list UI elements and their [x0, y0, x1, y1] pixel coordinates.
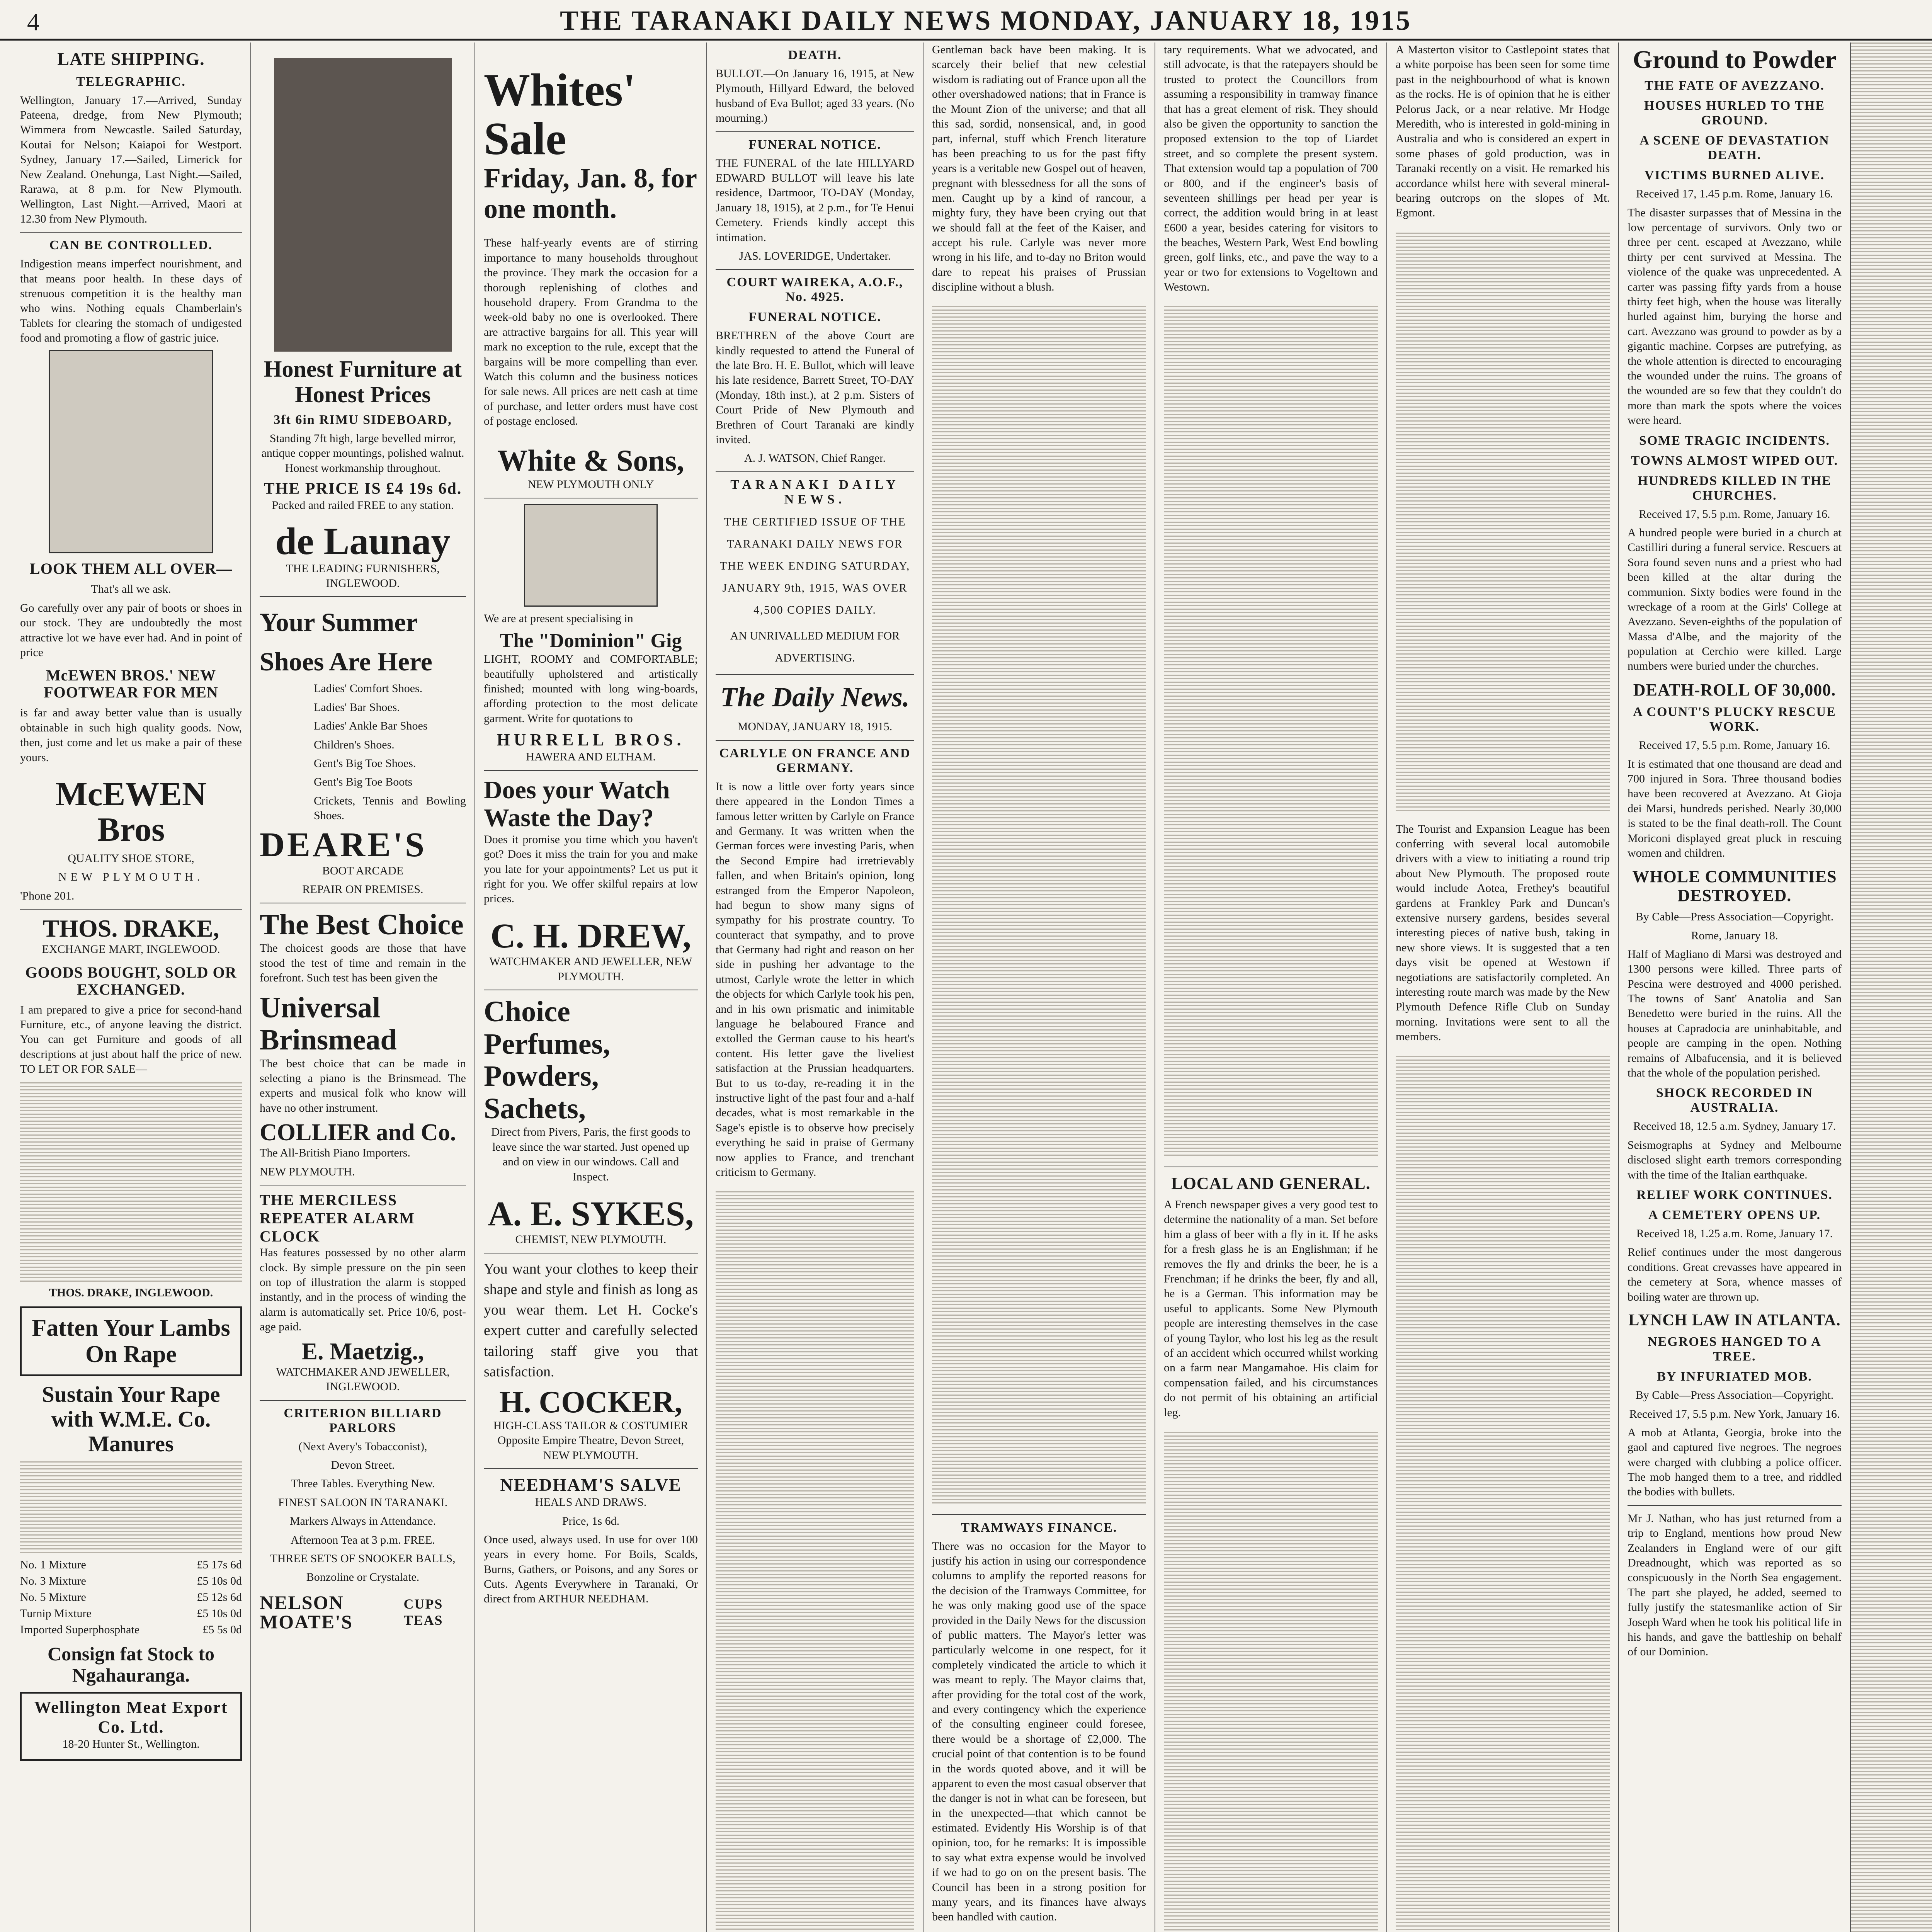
criterion-line: FINEST SALOON IN TARANAKI. [278, 1496, 448, 1509]
shock-text: Seismographs at Sydney and Melbourne disclosed slight earth tremors corresponding with the time of the Italian earthquake. [1628, 1138, 1842, 1181]
gig-heading: The "Dominion" Gig [500, 630, 682, 652]
column-1 [12, 43, 251, 1932]
column-5 [923, 43, 1155, 1932]
sykes-name: A. E. SYKES, [488, 1194, 694, 1233]
maetzig-name: E. Maetzig., [301, 1338, 424, 1365]
deares-sub: BOOT ARCADE [322, 864, 404, 877]
criterion-line: THREE SETS OF SNOOKER BALLS, [270, 1552, 456, 1565]
shoe-item: Children's Shoes. [314, 738, 395, 751]
mcewen-phone: 'Phone 201. [20, 889, 75, 902]
carlyle-continued-text: Gentleman back have been making. It is scarcely their belief that new celestial wisdom is radiating out of France upon all the other overshadowed nations; that in France is the Mount Zion of the universe; and that all this sad, sordid, nonsensical, and, in good part, infernal, stuff which French literature has been preaching to us for the past fifty years is a veritable new Gospel out of heaven, pregnant with blessedness for all the sons of men. Caught up by a kind of rancour, a mighty fury, they have been crying out that we should fall at the feet of the Kaiser, and accept his rule. Carlyle was never more wrong in his life, and to-day no Briton would dare to repeat his praises of Prussian discipline without a blush. [932, 43, 1146, 294]
perfumes-heading: Choice Perfumes, Powders, Sachets, [484, 995, 611, 1125]
late-shipping-heading: LATE SHIPPING. [57, 49, 205, 69]
needham-text: Once used, always used. In use for over 100 years in every home. For Boils, Scalds, Burns, Gathers, or Poisons, and any Sores or Cuts. Agents Everywhere in Taranaki, Or direct from ARTHUR NEEDHAM. [484, 1533, 698, 1605]
cemetery-text: Relief continues under the most dangerous conditions. Great crevasses have appeared in the cemetery at Sora, whence masses of boiling water are thrown up. [1628, 1246, 1842, 1303]
devastation-heading: A SCENE OF DEVASTATION DEATH. [1639, 133, 1830, 163]
death-text: BULLOT.—On January 16, 1915, at New Plymouth, Hillyard Edward, the beloved husband of Eva Bullot; aged 33 years. (No mourning.) [716, 67, 914, 125]
page-edge [1851, 43, 1932, 1932]
brinsmead-text: The best choice that can be made in selecting a piano is the Brinsmead. The experts and musical folk who know will have no other instrument. [260, 1057, 466, 1114]
price-row: No. 3 Mixture £5 10s 0d [20, 1574, 242, 1587]
tragic-heading: SOME TRAGIC INCIDENTS. [1639, 433, 1830, 448]
whites-sale-heading: Whites' Sale [484, 64, 636, 164]
press-credit: By Cable—Press Association—Copyright. [1635, 910, 1834, 923]
cert-heading: TARANAKI DAILY NEWS. [730, 477, 900, 507]
masthead-title: THE TARANAKI DAILY NEWS MONDAY, JANUARY 18, 1915 [560, 5, 1412, 36]
criterion-heading: CRITERION BILLIARD PARLORS [284, 1406, 442, 1435]
deares-sub-2: REPAIR ON PREMISES. [302, 883, 423, 896]
divider [484, 770, 698, 771]
columns [12, 43, 1932, 1932]
whites-sale-text: These half-yearly events are of stirring importance to many households throughout the province. They mark the occasion for a thorough replenishing of clothes and household drapery. From Grandma to the week-old baby no one is overlooked. There are attractive bargains for all. This year will mark no exception to the rule, except that the bargains will be more compelling than ever. Watch this column and the business notices for sale news. All prices are nett cash at time of purchase, and letter orders must have cost of postage enclosed. [484, 236, 698, 428]
victims-heading: VICTIMS BURNED ALIVE. [1644, 168, 1825, 183]
masthead [0, 0, 1932, 41]
telegraphic-heading: TELEGRAPHIC. [76, 74, 186, 89]
sykes-sub: CHEMIST, NEW PLYMOUTH. [515, 1233, 667, 1246]
price-row: Turnip Mixture £5 10s 0d [20, 1607, 242, 1620]
tramways-continued-text: tary requirements. What we advocated, and still advocate, is that the ratepayers should be trusted to protect the Councillors from assuming a responsibility in tramway finance that has a great element of risk. They should also be given the opportunity to sanction the proposed extension to the top of Liardet street, and so complete the present system. That extension would tap a population of 700 or 800, and if the engineer's basis of seventeen shillings per head per year is correct, the addition would bring in at least £600 a year, besides catering for visitors to the beaches, Western Park, West End bowling green, golf links, etc., and pave the way to a year or two for extensions to Vogeltown and Westown. [1164, 43, 1378, 294]
editorial-continued [932, 306, 1146, 1503]
gig-intro: We are at present specialising in [484, 612, 633, 625]
divider [716, 674, 914, 675]
avezzano-text: The disaster surpasses that of Messina in the low percentage of survivors. Only two or three per cent. escaped at Avezzano, while thirty per cent survived at Messina. The violence of the quake was unprecedented. A carter was passing fifty yards from a house thirty feet high, when the house was literally hurled against him, burying the horse and cart. Avezzano was ground to powder as by a gigantic machine. Corpses are putrefying, as the whole attention is directed to encouraging the wounded under the ruins. The groans of the wounded are so few that they couldn't do more than mark the spots where the voices were heard. [1628, 206, 1842, 427]
criterion-line: (Next Avery's Tobacconist), [298, 1440, 427, 1453]
price-row: No. 1 Mixture £5 17s 6d [20, 1558, 242, 1571]
cert-text: THE CERTIFIED ISSUE OF THE TARANAKI DAILY NEWS FOR THE WEEK ENDING SATURDAY, JANUARY 9th, 1915, WAS OVER 4,500 COPIES DAILY. [719, 515, 910, 616]
mcewen-footwear-heading: McEWEN BROS.' NEW FOOTWEAR FOR MEN [44, 667, 218, 701]
churches-text: A hundred people were buried in a church at Castilliri during a funeral service. Rescuers at Sora found seven nuns and a priest who had been killed at the altar during the communion. Sixty bodies were found in the wreckage of a room at the Girls' College at Avezzano. Seven-eighths of the population of Massa d'Albe, and the majority of the population at Cerchio were killed. Large numbers were buried under the churches. [1628, 526, 1842, 673]
de-launay-logo: de Launay [275, 519, 451, 563]
best-choice-text: The choicest goods are those that have stood the test of time and remain in the forefront. Such test has been given the [260, 942, 466, 985]
nelson-sub: CUPS TEAS [403, 1596, 443, 1628]
court-text: BRETHREN of the above Court are kindly requested to attend the Funeral of the late Bro. H. E. Bullot, which will leave his late residence, Barrett Street, TO-DAY (Monday, 18th inst.), at 2 p.m. Sisters of Court Pride of New Plymouth and Brethren of Court Taranaki are kindly invited. [716, 329, 914, 446]
nelson-name: NELSON MOATE'S [260, 1591, 353, 1633]
sideboard-price: THE PRICE IS £4 19s 6d. [264, 480, 462, 498]
divider [716, 269, 914, 270]
de-launay-sub: THE LEADING FURNISHERS, INGLEWOOD. [286, 562, 440, 590]
meat-export-name: Wellington Meat Export Co. Ltd. [34, 1697, 228, 1736]
drake-heading: GOODS BOUGHT, SOLD OR EXCHANGED. [25, 963, 237, 998]
divider [716, 131, 914, 132]
maetzig-sub: WATCHMAKER AND JEWELLER, INGLEWOOD. [276, 1365, 450, 1393]
divider [20, 232, 242, 233]
nelson-ad [260, 1593, 466, 1631]
houses-heading: HOUSES HURLED TO THE GROUND. [1644, 99, 1825, 128]
divider [260, 1400, 466, 1401]
carlyle-continued [716, 1190, 914, 1932]
funeral-sig: JAS. LOVERIDGE, Undertaker. [739, 249, 891, 262]
column-7 [1387, 43, 1619, 1932]
column-2 [251, 43, 475, 1932]
plucky-heading: A COUNT'S PLUCKY RESCUE WORK. [1633, 705, 1836, 734]
merciless-text: Has features possessed by no other alarm clock. By simple pressure on the pin seen on top of illustration the alarm is stopped instantly, and in the process of winding the alarm is automatically set. Price 10/6, post-age paid. [260, 1246, 466, 1333]
mcewen-town: NEW PLYMOUTH. [58, 871, 204, 884]
perfumes-text: Direct from Pivers, Paris, the first goods to leave since the war started. Just opened up and on view in our windows. Call and Inspect. [491, 1126, 690, 1183]
carlyle-heading: CARLYLE ON FRANCE AND GERMANY. [719, 746, 911, 775]
price-row: Imported Superphosphate £5 5s 0d [20, 1623, 242, 1636]
whites-town: NEW PLYMOUTH ONLY [527, 478, 654, 491]
chamberlain-ad-text: Indigestion means imperfect nourishment, and that means poor health. In these days of strenuous competition it is the healthy man who wins. Nothing equals Chamberlain's Tablets for clearing the stomach of undigested food and promoting a flow of gastric juice. [20, 257, 242, 345]
gig-illustration [524, 504, 658, 607]
shoe-item: Ladies' Ankle Bar Shoes [314, 719, 428, 733]
best-choice-heading: The Best Choice [260, 908, 464, 941]
shoe-item: Crickets, Tennis and Bowling Shoes. [314, 794, 466, 822]
criterion-line: Three Tables. Everything New. [291, 1477, 435, 1490]
sideboard-price-sub: Packed and railed FREE to any station. [272, 499, 454, 512]
shoe-list [260, 681, 466, 823]
column-8 [1619, 43, 1851, 1932]
needham-heading: NEEDHAM'S SALVE [500, 1475, 682, 1495]
column-3 [475, 43, 707, 1932]
criterion-line: Bonzoline or Crystalate. [306, 1571, 420, 1584]
meat-export-ad [20, 1692, 242, 1761]
deares-logo: DEARE'S [260, 826, 427, 864]
gig-text: LIGHT, ROOMY and COMFORTABLE; beautifully upholstered and artistically finished; mounted with long wing-boards, affording protection to the most delicate garment. Write for quotations to [484, 653, 698, 725]
dateline: Received 17, 5.5 p.m. Rome, January 16. [1639, 739, 1830, 752]
controlled-heading: CAN BE CONTROLLED. [49, 238, 213, 253]
criterion-line: Devon Street. [331, 1458, 395, 1471]
tramways-text: There was no occasion for the Mayor to justify his action in using our correspondence columns to amplify the reported reasons for the decision of the Tramways Committee, for he was only making good use of the space provided in the Daily News for the discussion of public matters. The Mayor's letter was particularly welcome in one respect, for it completely vindicated the article to which it was meant to reply. The Mayor claims that, after providing for the total cost of the work, and every contingency which the experience of the consulting engineer could foresee, there would be a shortage of £2,000. The crucial point of that contention is to be found in the words quoted above, and it will be apparent to even the most casual observer that the danger is not in what can be foreseen, but in the unexpected—that which cannot be estimated. Evidently His Worship is of that opinion, too, for he remarks: It is impossible to say what extra expense would be involved if we had to go on on the present basis. The Council has been in a strong position for many years, and its finances have always been handled with caution. [932, 1539, 1146, 1923]
dateline: Received 17, 5.5 p.m. New York, January 16. [1629, 1407, 1840, 1420]
court-sub: FUNERAL NOTICE. [748, 310, 881, 325]
lynch-heading: LYNCH LAW IN ATLANTA. [1628, 1311, 1841, 1329]
hundreds-heading: HUNDREDS KILLED IN THE CHURCHES. [1638, 473, 1832, 503]
dateline: Rome, January 18. [1691, 929, 1778, 942]
look-text-2: is far and away better value than is usually obtainable in such high quality goods. Now, then, just come and let us make a pair of these yours. [20, 706, 242, 764]
whites-sig: White & Sons, [497, 444, 684, 478]
drake-list-text [20, 1081, 242, 1282]
cocker-sub: HIGH-CLASS TAILOR & COSTUMIER Opposite Empire Theatre, Devon Street, NEW PLYMOUTH. [493, 1419, 689, 1462]
nathan-text: Mr J. Nathan, who has just returned from a trip to England, mentions how proud New Zealanders in England were of our gift Dreadnought, which was reported as so conspicuously in the North Sea engagement. The part she played, he added, seemed to fully justify the statesmanlike action of Sir Joseph Ward when he took his political life in his hands, and gave the battleship on behalf of our Dominion. [1628, 1512, 1842, 1658]
avezzano-heading: THE FATE OF AVEZZANO. [1645, 78, 1825, 93]
drake-sign: THOS. DRAKE, INGLEWOOD. [49, 1286, 213, 1299]
dateline: Received 17, 1.45 p.m. Rome, January 16. [1636, 187, 1833, 201]
daily-news-nameplate: The Daily News. [720, 681, 910, 713]
tourist-league-text: The Tourist and Expansion League has been conferring with several local automobile drivers with a view to initiating a round trip about New Plymouth. The proposed route would include Aotea, Frethey's beautiful gardens at Frankley Park and Duncan's extensive nursery gardens, besides several interesting pieces of native bush, taking in new shore views. It is suggested that a ten days visit be opened at Westown if negotiations are satisfactorily completed. An interesting route march was made by the New Plymouth Defence Rifle Club on Sunday morning. Invitations were sent to all the members. [1396, 822, 1610, 1043]
dateline: Received 18, 12.5 a.m. Sydney, January 17. [1633, 1120, 1836, 1133]
sideboard-heading: 3ft 6in RIMU SIDEBOARD, [274, 413, 452, 427]
local-general-body [1164, 1431, 1378, 1932]
towns-heading: TOWNS ALMOST WIPED OUT. [1631, 453, 1838, 468]
divider [716, 740, 914, 741]
manure-text [20, 1460, 242, 1553]
hurrell-sub: HAWERA AND ELTHAM. [526, 750, 656, 764]
cert-tagline: AN UNRIVALLED MEDIUM FOR ADVERTISING. [730, 629, 900, 664]
divider [260, 596, 466, 597]
sideboard-illustration [274, 58, 452, 352]
funeral-heading: FUNERAL NOTICE. [748, 137, 881, 152]
court-heading: COURT WAIREKA, A.O.F., No. 4925. [726, 275, 903, 304]
tramways-body [1164, 306, 1378, 1156]
tramways-heading: TRAMWAYS FINANCE. [961, 1520, 1117, 1535]
divider [20, 909, 242, 910]
whole-communities-text: Half of Magliano di Marsi was destroyed and 1300 persons were killed. Three parts of Pescina were destroyed and 4000 perished. The towns of Sant' Anatolia and San Benedetto were buried in the ruins. All the houses at Capradocia are uninhabitable, and people are camping in the open. Nothing remains of Albafucensia, and it is believed that the whole of the population perished. [1628, 947, 1842, 1080]
divider [484, 1468, 698, 1469]
drake-sub: EXCHANGE MART, INGLEWOOD. [42, 943, 220, 956]
needham-price: Price, 1s 6d. [562, 1514, 620, 1527]
hurrell-name: HURRELL BROS. [497, 730, 685, 750]
cocker-text: You want your clothes to keep their shape and style and finish as long as you wear them. Let H. Cocke's expert cutter and carefully selected tailoring staff give you that satisfaction. [484, 1260, 698, 1380]
dateline: Received 18, 1.25 a.m. Rome, January 17. [1636, 1227, 1833, 1240]
local-items-body-2 [1396, 1055, 1610, 1932]
look-text: Go carefully over any pair of boots or shoes in our stock. They are undoubtedly the most attractive lot we have ever had. And in point of price [20, 601, 242, 659]
negroes-heading: NEGROES HANGED TO A TREE. [1648, 1335, 1821, 1364]
collier-sub: The All-British Piano Importers. [260, 1146, 410, 1160]
summer-shoes-heading: Your Summer Shoes Are Here [260, 607, 432, 677]
local-items-body [1396, 231, 1610, 811]
sideboard-text: Standing 7ft high, large bevelled mirror, antique copper mountings, polished walnut. Honest workmanship throughout. [261, 432, 464, 474]
criterion-line: Markers Always in Attendance. [289, 1515, 436, 1528]
honest-heading: Honest Furniture at Honest Prices [264, 356, 462, 407]
death-heading: DEATH. [788, 48, 842, 62]
criterion-line: Afternoon Tea at 3 p.m. FREE. [291, 1533, 435, 1546]
look-them-over-heading: LOOK THEM ALL OVER— [30, 560, 232, 578]
lynch-text: A mob at Atlanta, Georgia, broke into the gaol and captured five negroes. The negroes were charged with clubbing a police officer. The mob hanged them to a tree, and riddled the bodies with bullets. [1628, 1426, 1842, 1498]
meat-export-address: 18-20 Hunter St., Wellington. [62, 1737, 200, 1750]
fatten-heading: Fatten Your Lambs On Rape [32, 1315, 230, 1368]
shoe-item: Gent's Big Toe Boots [314, 776, 413, 789]
mob-heading: BY INFURIATED MOB. [1657, 1369, 1812, 1384]
divider [716, 471, 914, 472]
brinsmead-heading: Universal Brinsmead [260, 991, 397, 1056]
mcewen-sub: QUALITY SHOE STORE, [68, 852, 194, 865]
collier-name: COLLIER and Co. [260, 1119, 456, 1146]
column-6 [1155, 43, 1387, 1932]
boot-illustration [49, 350, 213, 553]
page-number: 4 [27, 8, 39, 36]
watch-heading: Does your Watch Waste the Day? [484, 776, 670, 832]
merciless-heading: THE MERCILESS REPEATER ALARM CLOCK [260, 1191, 415, 1245]
shock-heading: SHOCK RECORDED IN AUSTRALIA. [1656, 1086, 1813, 1115]
dateline: Received 17, 5.5 p.m. Rome, January 16. [1639, 507, 1830, 520]
drake-text: I am prepared to give a price for second-hand Furniture, etc., of anyone leaving the district. You can get Furniture and goods of all descriptions at just about half the price of new. TO LET OR FOR SALE— [20, 1003, 242, 1076]
drake-name: THOS. DRAKE, [43, 914, 219, 942]
divider [932, 1514, 1146, 1515]
daily-news-date: MONDAY, JANUARY 18, 1915. [737, 720, 893, 733]
manure-price-list [20, 1557, 242, 1638]
court-sig: A. J. WATSON, Chief Ranger. [744, 452, 886, 465]
consign-heading: Consign fat Stock to Ngahauranga. [48, 1643, 214, 1686]
relief-heading: RELIEF WORK CONTINUES. [1636, 1188, 1833, 1202]
collier-town: NEW PLYMOUTH. [260, 1165, 355, 1178]
shoe-item: Ladies' Bar Shoes. [314, 701, 400, 714]
ground-to-powder-heading: Ground to Powder [1633, 46, 1837, 74]
local-items-text: A Masterton visitor to Castlepoint states that a white porpoise has been seen for some time past in the neighbourhood of what is known as the rocks. He is of opinion that he is either Pelorus Jack, or a near relative. Mr Hodge Meredith, who is interested in gold-mining in Australia and who is considered an expert in some phases of gold production, was in Taranaki recently on a visit. He remarked his accordance whilst here with several mineral-bearing outcrops on the slopes of Mt. Egmont. [1396, 43, 1610, 219]
cemetery-heading: A CEMETERY OPENS UP. [1648, 1208, 1821, 1222]
mcewen-logo: McEWEN Bros [55, 775, 207, 849]
sustain-heading: Sustain Your Rape with W.M.E. Co. Manures [42, 1382, 220, 1457]
whole-communities-heading: WHOLE COMMUNITIES DESTROYED. [1632, 867, 1837, 905]
funeral-text: THE FUNERAL of the late HILLYARD EDWARD BULLOT will leave his late residence, Dartmoor, TO-DAY (Monday, January 18, 1915), at 2 p.m., for Te Henui Cemetery. Friends kindly accept this intimation. [716, 156, 914, 244]
drew-name: C. H. DREW, [490, 917, 691, 955]
shoe-item: Gent's Big Toe Shoes. [314, 757, 416, 770]
carlyle-text: It is now a little over forty years since there appeared in the London Times a famous letter written by Carlyle on France and Germany. It was written when the German forces were investing Paris, when the Second Empire had irretrievably fallen, and when Britain's opinion, long estranged from the Emperor Napoleon, had begun to show many signs of sympathy for his prostrate country. To counteract that sympathy, and to prove that Germany had right and reason on her side in pushing her advantage to the utmost, Carlyle wrote the letter in which the objects for which Carlyle took his pen, and in his own prismatic and inimitable language he belaboured France and extolled the German cause to his heart's content. His letter gave the liveliest satisfaction at the Prussian headquarters. But to us to-day, re-reading it in the instructive light of the past four and a-half decades, what is most remarkable in the Sage's epistle is to observe how precisely everything he said in praise of Germany now applies to France, and trenchant criticism to Germany. [716, 780, 914, 1179]
press-credit: By Cable—Press Association—Copyright. [1635, 1389, 1834, 1402]
whites-sale-date: Friday, Jan. 8, for one month. [484, 163, 697, 224]
fatten-lambs-ad [20, 1306, 242, 1376]
column-4 [707, 43, 923, 1932]
shoe-item: Ladies' Comfort Shoes. [314, 682, 423, 695]
local-general-heading: LOCAL AND GENERAL. [1171, 1173, 1371, 1193]
cocker-name: H. COCKER, [499, 1385, 682, 1419]
divider [1628, 1505, 1842, 1506]
plucky-text: It is estimated that one thousand are dead and 700 injured in Sora. Three thousand bodies have been recovered at Avezzano. At Gioja dei Marsi, hundreds perished. Nearly 30,000 is stated to be the final death-roll. The Count Moriconi displayed great pluck in rescuing women and children. [1628, 757, 1842, 859]
look-sub: That's all we ask. [91, 583, 171, 596]
death-roll-heading: DEATH-ROLL OF 30,000. [1633, 680, 1836, 699]
needham-sub: HEALS AND DRAWS. [535, 1496, 647, 1509]
drew-sub: WATCHMAKER AND JEWELLER, NEW PLYMOUTH. [489, 955, 692, 983]
watch-text: Does it promise you time which you haven't got? Does it miss the train for you and make you late for your appointments? Let us put it right for you. We offer skilful repairs at low prices. [484, 833, 698, 905]
shipping-text: Wellington, January 17.—Arrived, Sunday Pateena, dredge, from New Plymouth; Wimmera from Newcastle. Sailed Saturday, Koutai for Nelson; Kaiapoi for Westport. Sydney, January 17.—Sailed, Limerick for New Zealand. Onehunga, Last Night.—Sailed, Rarawa, at 8 p.m. for New Plymouth. Wellington, Last Night.—Arrived, Maori at 12.30 from New Plymouth. [20, 94, 242, 225]
price-row: No. 5 Mixture £5 12s 6d [20, 1590, 242, 1604]
local-general-text: A French newspaper gives a very good test to determine the nationality of a man. Set before him a glass of beer with a fly in it. If he asks for a fresh glass he is an Englishman; if he removes the fly and drinks the beer, he is a Frenchman; if he drinks the beer, fly and all, he is a German. This information may be useful to applicants. Some New Plymouth people are interesting themselves in the case of young Taylor, who lost his leg as the result of an accident which occurred whilst working on a farm near Mangamahoe. His claim for compensation failed, and his circumstances do not permit of his obtaining an artificial leg. [1164, 1198, 1378, 1419]
